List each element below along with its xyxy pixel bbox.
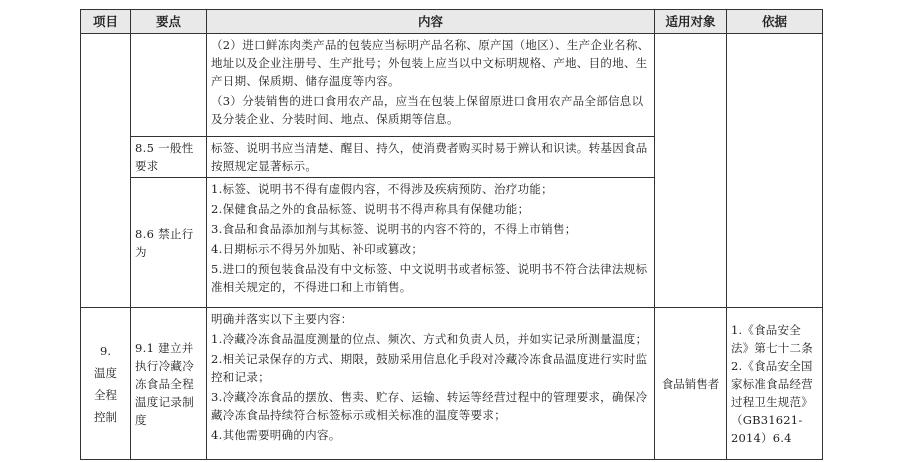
list-item: 5.进口的预包装食品没有中文标签、中文说明书或者标签、说明书不符合法律法规标准相关规定的，不得进口和上市销售。	[211, 262, 648, 294]
content-cell-continued	[207, 34, 655, 137]
project-cell-continued	[81, 34, 131, 308]
list-item: 1.冷藏冷冻食品温度测量的位点、频次、方式和负责人员，并如实记录所测量温度；	[211, 332, 648, 346]
applicable-object-9: 食品销售者	[655, 308, 727, 460]
project-9-name-line: 控制	[94, 409, 117, 424]
basis-cell-continued	[727, 34, 823, 308]
basis-item: 2.《食品安全国家标准食品经营过程卫生规范》（GB31621-2014）6.4	[731, 358, 813, 445]
list-item: 3.冷藏冷冻食品的摆放、售卖、贮存、运输、转运等经营过程中的管理要求，确保冷藏冷冻食品持续符合标签标示或相关标准的温度等要求；	[211, 390, 648, 422]
content-8-5	[207, 137, 655, 178]
continuation-paragraph: （3）分装销售的进口食用农产品，应当在包装上保留原进口食用农产品全部信息以及分装企业、分装时间、地点、保质期等信息。	[211, 94, 644, 126]
list-item: 2.相关记录保存的方式、期限，鼓励采用信息化手段对冷藏冷冻食品温度进行实时监控和记录；	[211, 352, 648, 384]
header-basis: 依据	[727, 10, 823, 34]
project-9-name-line: 温度	[94, 365, 117, 380]
key-point-8-6: 8.6 禁止行为	[131, 178, 207, 308]
list-item: 1.标签、说明书不得有虚假内容，不得涉及疾病预防、治疗功能；	[211, 182, 553, 196]
key-cell-continued	[131, 34, 207, 137]
header-content: 内容	[207, 10, 655, 34]
table-header-row	[81, 10, 823, 34]
list-item: 4.日期标示不得另外加贴、补印或篡改；	[211, 242, 424, 256]
header-applicable-object: 适用对象	[655, 10, 727, 34]
list-item: 2.保健食品之外的食品标签、说明书不得声称具有保健功能；	[211, 202, 530, 216]
continuation-paragraph: （2）进口鲜冻肉类产品的包装应当标明产品名称、原产国（地区）、生产企业名称、地址以及企业注册号、生产批号；外包装上应当以中文标明规格、产地、目的地、生产日期、保质期、储存温度等内容。	[211, 38, 650, 88]
content-9-1-intro: 明确并落实以下主要内容：	[211, 312, 353, 326]
list-item: 4.其他需要明确的内容。	[211, 428, 341, 442]
key-point-9-1: 9.1 建立并执行冷藏冷冻食品全程温度记录制度	[131, 308, 207, 460]
table-row	[81, 308, 823, 460]
object-cell-continued	[655, 34, 727, 308]
project-9-name-line: 全程	[94, 387, 117, 402]
list-item: 3.食品和食品添加剂与其标签、说明书的内容不符的，不得上市销售；	[211, 222, 577, 236]
table-row	[81, 34, 823, 137]
content-8-6	[207, 178, 655, 308]
project-9	[81, 308, 131, 460]
header-key-point: 要点	[131, 10, 207, 34]
content-8-5-text: 标签、说明书应当清楚、醒目、持久，使消费者购买时易于辨认和识读。转基因食品按照规定显著标示。	[211, 141, 648, 173]
project-9-number: 9.	[100, 343, 111, 358]
basis-9	[727, 308, 823, 460]
content-9-1	[207, 308, 655, 460]
basis-item: 1.《食品安全法》第七十二条	[731, 322, 813, 355]
key-point-8-5: 8.5 一般性要求	[131, 137, 207, 178]
header-project: 项目	[81, 10, 131, 34]
regulation-table	[80, 9, 823, 460]
